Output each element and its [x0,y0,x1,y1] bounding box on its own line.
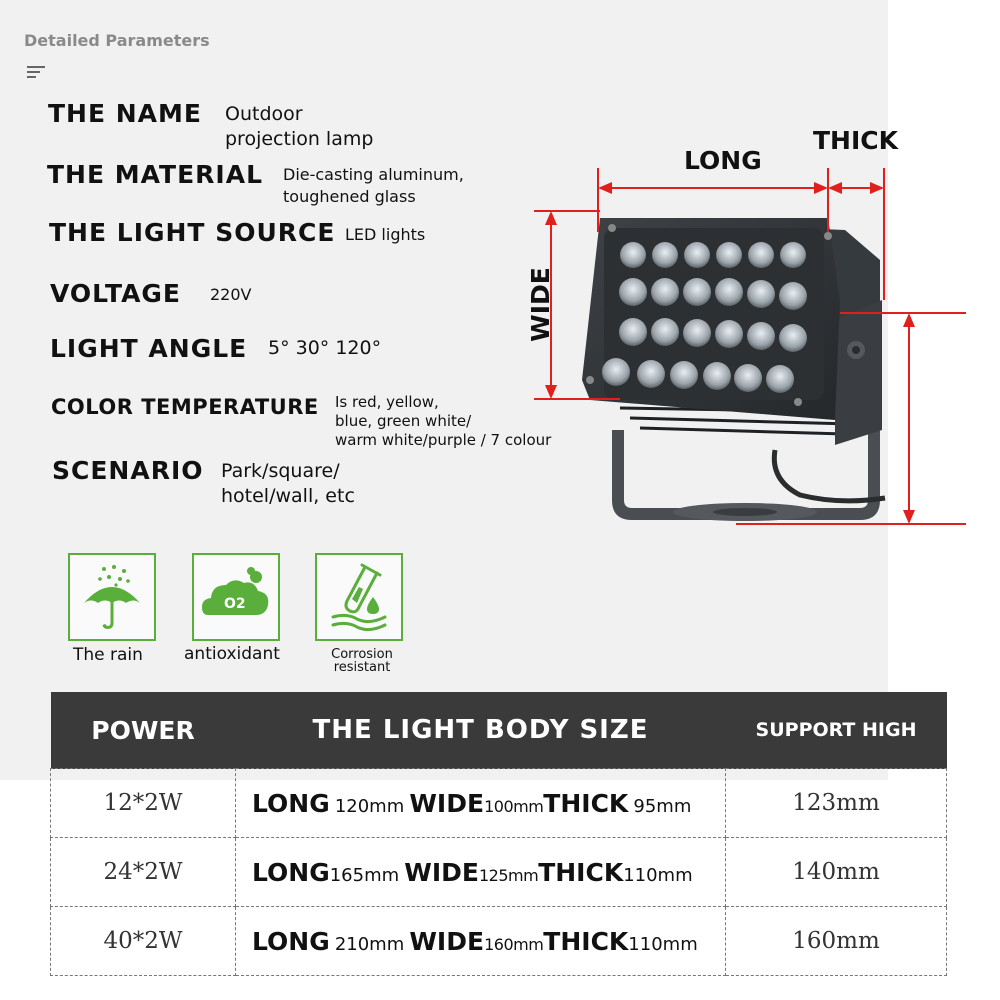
power-cell: 24*2W [51,838,236,907]
spec-table [50,692,947,976]
param-value: Outdoor [225,103,303,125]
table-row [51,769,947,838]
header-power: POWER [51,692,236,769]
size-cell: LONG165mm WIDE125mmTHICK110mm [236,838,726,907]
size-cell: LONG 210mm WIDE160mmTHICK110mm [236,907,726,976]
param-value: hotel/wall, etc [221,485,355,507]
dimension-thick-label: THICK [813,126,898,155]
support-cell: 123mm [726,769,947,838]
test-tube-drop-icon [315,553,403,641]
param-label: SCENARIO [52,456,204,485]
cloud-o2-icon [192,553,280,641]
param-label: THE LIGHT SOURCE [49,218,336,247]
size-cell: LONG 120mm WIDE100mmTHICK 95mm [236,769,726,838]
header-support-high: SUPPORT HIGH [726,692,947,769]
param-value: 220V [210,285,252,304]
param-value: LED lights [345,225,426,244]
support-cell: 160mm [726,907,947,976]
feature-label: Corrosion resistant [331,647,393,675]
param-value: Park/square/ [221,460,340,482]
header-light-body-size: THE LIGHT BODY SIZE [236,692,726,769]
param-value: projection lamp [225,128,374,150]
power-cell: 40*2W [51,907,236,976]
o2-text: O2 [224,596,246,612]
param-value: warm white/purple / 7 colour [335,431,552,449]
support-cell: 140mm [726,838,947,907]
param-value: blue, green white/ [335,412,472,430]
table-header-row [51,692,947,769]
param-value: Die-casting aluminum, [283,165,464,184]
param-label: THE NAME [48,99,202,128]
umbrella-rain-icon [68,553,156,641]
power-cell: 12*2W [51,769,236,838]
feature-label: antioxidant [184,644,280,664]
table-row [51,838,947,907]
dimension-wide-label: WIDE [525,267,555,342]
param-value: Is red, yellow, [335,393,439,411]
table-row [51,907,947,976]
page-title: Detailed Parameters [24,31,210,50]
param-label: LIGHT ANGLE [50,334,248,363]
param-value: 5° 30° 120° [268,337,382,359]
feature-label: The rain [73,645,143,665]
param-value: toughened glass [283,187,416,206]
param-label: THE MATERIAL [47,160,264,189]
dimension-long-label: LONG [684,146,762,175]
param-label: VOLTAGE [50,279,182,308]
param-label: COLOR TEMPERATURE [51,395,319,419]
